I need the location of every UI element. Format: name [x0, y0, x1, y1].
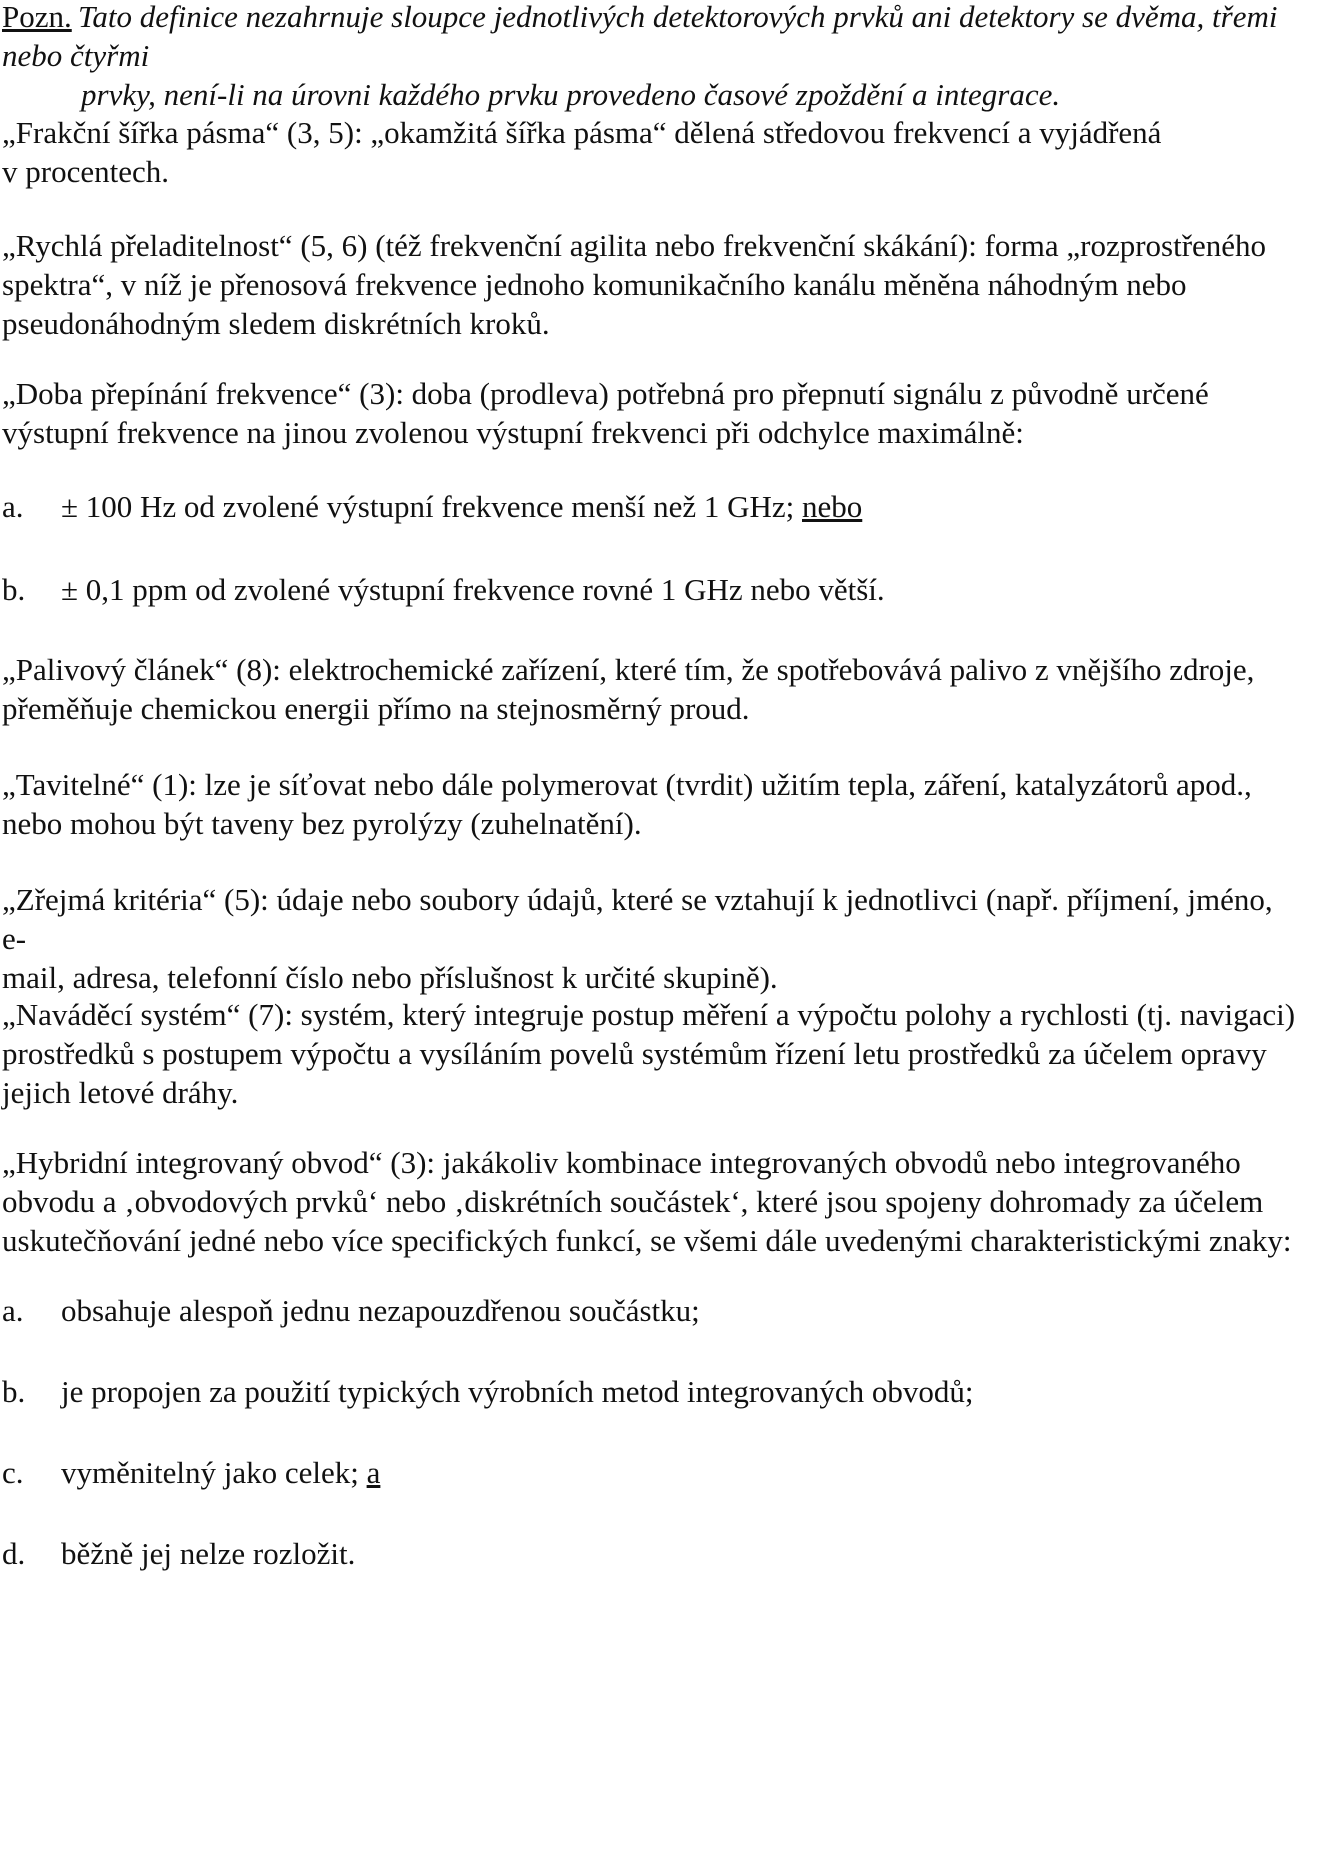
- list-item-letter: b.: [2, 572, 26, 607]
- definition-fractional-bandwidth: [2, 113, 1302, 191]
- definition-hybrid-circuit: [2, 1143, 1302, 1260]
- definition-personal-data: [2, 880, 1302, 997]
- definition-line: „Doba přepínání frekvence“ (3): doba (prodleva) potřebná pro přepnutí signálu z původně určené: [2, 376, 1209, 411]
- definition-line: obvodu a ‚obvodových prvků‘ nebo ‚diskrétních součástek‘, které jsou spojeny dohromady za účelem: [2, 1184, 1264, 1219]
- definition-line: „Frakční šířka pásma“ (3, 5): „okamžitá šířka pásma“ dělená středovou frekvencí a vyjádřená: [2, 115, 1162, 150]
- list-item-text: ± 0,1 ppm od zvolené výstupní frekvence rovné 1 GHz nebo větší.: [61, 572, 885, 607]
- definition-line: v procentech.: [2, 154, 169, 189]
- list-item-text: je propojen za použití typických výrobních metod integrovaných obvodů;: [61, 1374, 974, 1409]
- definition-line: mail, adresa, telefonní číslo nebo příslušnost k určité skupině).: [2, 960, 778, 995]
- definition-frequency-hopping: [2, 226, 1302, 343]
- definition-line: prostředků s postupem výpočtu a vysíláním povelů systémům řízení letu prostředků za účelem opravy: [2, 1036, 1267, 1071]
- list-item-letter: a.: [2, 1293, 24, 1328]
- definition-line: přeměňuje chemickou energii přímo na stejnosměrný proud.: [2, 691, 750, 726]
- conjunction: nebo: [802, 489, 863, 524]
- definition-line: uskutečňování jedné nebo více specifických funkcí, se všemi dále uvedenými charakteristickými znaky:: [2, 1223, 1292, 1258]
- definition-line: „Tavitelné“ (1): lze je síťovat nebo dále polymerovat (tvrdit) užitím tepla, záření, katalyzátorů apod.,: [2, 767, 1252, 802]
- note-line-2: prvky, není-li na úrovni každého prvku provedeno časové zpoždění a integrace.: [81, 77, 1061, 112]
- list-item-letter: a.: [2, 489, 24, 524]
- definition-line: jejich letové dráhy.: [2, 1075, 239, 1110]
- list-item-text: obsahuje alespoň jednu nezapouzdřenou součástku;: [61, 1293, 700, 1328]
- definition-fuel-cell: [2, 650, 1302, 728]
- list-item-text: vyměnitelný jako celek; a: [61, 1455, 381, 1490]
- note-paragraph: [2, 0, 1302, 114]
- definition-line: „Zřejmá kritéria“ (5): údaje nebo soubory údajů, které se vztahují k jednotlivci (např. příjmení, jméno, e-: [2, 882, 1273, 956]
- conjunction: a: [366, 1455, 381, 1490]
- definition-line: „Naváděcí systém“ (7): systém, který integruje postup měření a výpočtu polohy a rychlosti (tj. navigaci): [2, 997, 1296, 1032]
- definition-line: „Rychlá přeladitelnost“ (5, 6) (též frekvenční agilita nebo frekvenční skákání): forma „rozprostřeného: [2, 228, 1267, 263]
- list-item-text: běžně jej nelze rozložit.: [61, 1536, 356, 1571]
- definition-line: pseudonáhodným sledem diskrétních kroků.: [2, 306, 550, 341]
- definition-line: nebo mohou být taveny bez pyrolýzy (zuhelnatění).: [2, 806, 642, 841]
- definition-line: spektra“, v níž je přenosová frekvence jednoho komunikačního kanálu měněna náhodným nebo: [2, 267, 1187, 302]
- list-item-letter: b.: [2, 1374, 26, 1409]
- definition-line: „Hybridní integrovaný obvod“ (3): jakákoliv kombinace integrovaných obvodů nebo integrovaného: [2, 1145, 1241, 1180]
- definition-line: „Palivový článek“ (8): elektrochemické zařízení, které tím, že spotřebovává palivo z vnějšího zdroje,: [2, 652, 1255, 687]
- definition-guidance-system: [2, 995, 1302, 1112]
- definition-line: výstupní frekvence na jinou zvolenou výstupní frekvenci při odchylce maximálně:: [2, 415, 1024, 450]
- list-item-text: ± 100 Hz od zvolené výstupní frekvence menší než 1 GHz; nebo: [61, 489, 863, 524]
- list-item-letter: c.: [2, 1455, 24, 1490]
- definition-switching-time: [2, 374, 1302, 452]
- list-item-letter: d.: [2, 1536, 26, 1571]
- note-label: Pozn.: [2, 0, 72, 34]
- note-line-1: Tato definice nezahrnuje sloupce jednotlivých detektorových prvků ani detektory se dvěma, třemi nebo čtyřmi: [2, 0, 1278, 73]
- definition-fusible: [2, 765, 1302, 843]
